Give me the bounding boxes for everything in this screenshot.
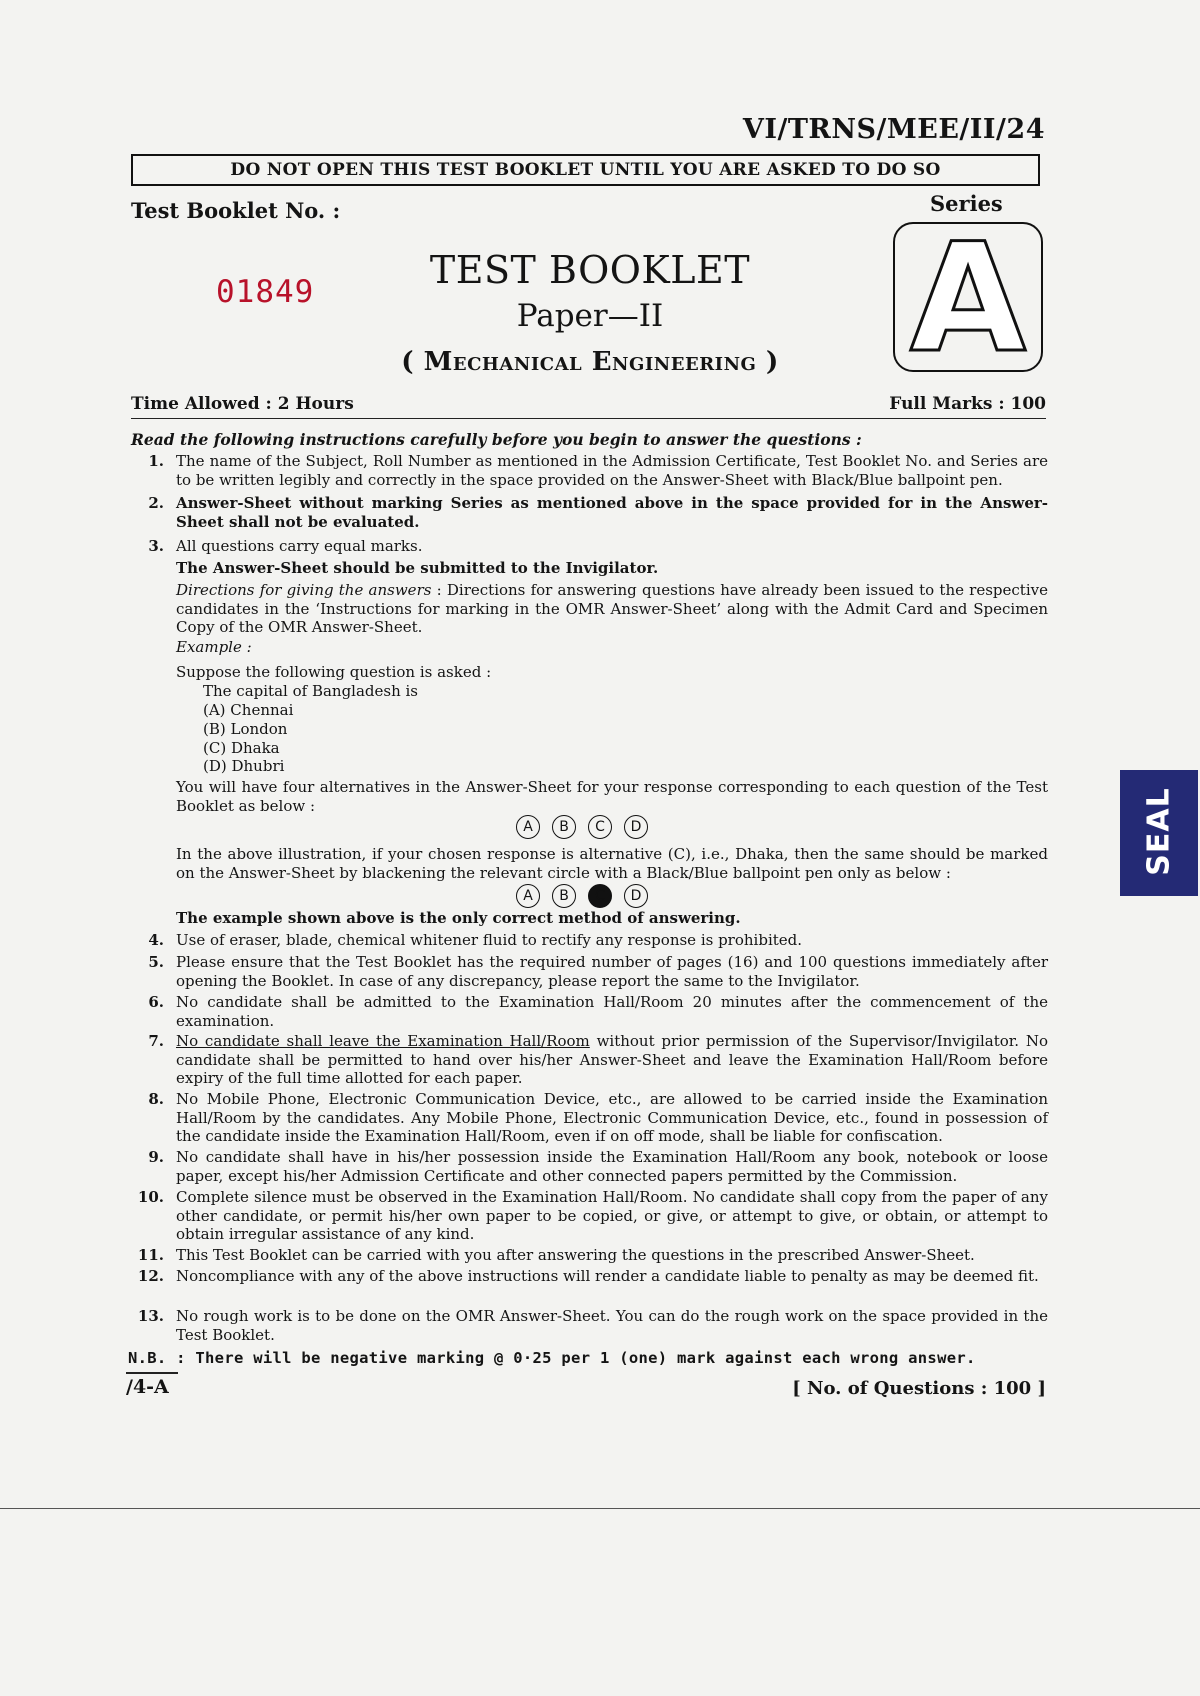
instruction-number: 7. — [148, 1032, 164, 1050]
instruction-number: 8. — [148, 1090, 164, 1108]
answer-bubbles-example — [516, 815, 716, 839]
instruction-text: Please ensure that the Test Booklet has the required number of pages (16) and 100 questions immediately after opening the Booklet. In case of any discrepancy, please report the same to the Invigilator. — [176, 953, 1048, 990]
booklet-number: 01849 — [216, 274, 315, 310]
bubble-d: D — [624, 815, 648, 839]
instruction-text — [176, 1032, 1048, 1088]
instruction-number: 9. — [148, 1148, 164, 1166]
number-of-questions: [ No. of Questions : 100 ] — [792, 1378, 1046, 1399]
paper-label: Paper—II — [516, 298, 664, 334]
instruction-number: 6. — [148, 993, 164, 1011]
instruction-text: No rough work is to be done on the OMR Answer-Sheet. You can do the rough work on the space provided in the Test Booklet. — [176, 1307, 1048, 1344]
instruction-text: This Test Booklet can be carried with you after answering the questions in the prescribed Answer-Sheet. — [176, 1246, 975, 1264]
instruction-number: 1. — [148, 452, 164, 470]
series-label: Series — [930, 191, 1003, 216]
seal-label: SEAL — [1141, 787, 1177, 876]
series-box — [893, 222, 1043, 372]
instruction-text: Use of eraser, blade, chemical whitener fluid to rectify any response is prohibited. — [176, 931, 803, 949]
bubble-c: C — [588, 815, 612, 839]
instruction-rest: without prior permission of the Supervisor/Invigilator. No candidate shall be permitted to hand over his/her Answer-Sheet and leave the Examination Hall/Room before expiry of the full time allotted for each paper. — [176, 1032, 1048, 1087]
warning-banner: DO NOT OPEN THIS TEST BOOKLET UNTIL YOU ARE ASKED TO DO SO — [131, 154, 1040, 186]
bubble-b: B — [552, 815, 576, 839]
read-instructions: Read the following instructions carefully before you begin to answer the questions : — [131, 430, 862, 449]
instruction-text: No candidate shall have in his/her possession inside the Examination Hall/Room any book, notebook or loose paper, except his/her Admission Certificate and other connected papers permitted by the Commission. — [176, 1148, 1048, 1185]
bubble-c-filled: C — [588, 884, 612, 908]
instruction-number: 12. — [137, 1267, 164, 1285]
instruction-text: No candidate shall be admitted to the Examination Hall/Room 20 minutes after the commencement of the examination. — [176, 993, 1048, 1030]
example-option: (A) Chennai — [203, 701, 294, 719]
instruction-number: 2. — [148, 494, 164, 512]
answer-bubbles-marked — [516, 884, 716, 908]
page-title: TEST BOOKLET — [429, 248, 751, 292]
instruction-number: 3. — [148, 537, 164, 555]
instruction-underlined: No candidate shall leave the Examination Hall/Room — [176, 1032, 590, 1050]
only-method-note: The example shown above is the only correct method of answering. — [176, 909, 741, 927]
footer-rule — [126, 1372, 178, 1374]
bubble-d: D — [624, 884, 648, 908]
subject-label: ( Mechanical Engineering ) — [401, 347, 779, 377]
submit-note: The Answer-Sheet should be submitted to the Invigilator. — [176, 559, 659, 577]
bubble-a: A — [516, 884, 540, 908]
seal-tab — [1120, 770, 1198, 896]
instruction-number: 10. — [137, 1188, 164, 1206]
instruction-text: The name of the Subject, Roll Number as mentioned in the Admission Certificate, Test Booklet No. and Series are to be written legibly and correctly in the space provided on the Answer-Sheet with Black/Blue ballpoint pen. — [176, 452, 1048, 489]
directions-text: : Directions for answering questions have already been issued to the respective candidates in the ‘Instructions for marking in the OMR Answer-Sheet’ along with the Admit Card and Specimen Copy of the OMR Answer-Sheet. — [176, 581, 1048, 636]
directions — [176, 581, 1048, 637]
instruction-number: 13. — [137, 1307, 164, 1325]
example-question: The capital of Bangladesh is — [203, 682, 419, 700]
suppose-text: Suppose the following question is asked : — [176, 663, 492, 681]
instruction-text: Noncompliance with any of the above instructions will render a candidate liable to penalty as may be deemed fit. — [176, 1267, 1039, 1285]
directions-label: Directions for giving the answers — [176, 581, 432, 599]
instruction-number: 11. — [137, 1246, 164, 1264]
example-label: Example : — [176, 638, 252, 656]
page-edge-line — [0, 1508, 1200, 1509]
instruction-text: All questions carry equal marks. — [176, 537, 423, 555]
divider — [131, 418, 1046, 419]
full-marks: Full Marks : 100 — [889, 394, 1046, 414]
instruction-text: Complete silence must be observed in the Examination Hall/Room. No candidate shall copy from the paper of any other candidate, or permit his/her own paper to be copied, or give, or attempt to give, or obtain, or attempt to obtain irregular assistance of any kind. — [176, 1188, 1048, 1243]
illustration-text: In the above illustration, if your chosen response is alternative (C), i.e., Dhaka, then the same should be marked on the Answer-Sheet by blackening the relevant circle with a Black/Blue ballpoint pen only as below : — [176, 845, 1048, 882]
bubble-a: A — [516, 815, 540, 839]
alternatives-text: You will have four alternatives in the Answer-Sheet for your response corresponding to each question of the Test Booklet as below : — [176, 778, 1048, 815]
example-option: (C) Dhaka — [203, 739, 280, 757]
negative-marking-note: N.B. : There will be negative marking @ 0·25 per 1 (one) mark against each wrong answer. — [128, 1349, 976, 1367]
example-option: (B) London — [203, 720, 288, 738]
booklet-code: VI/TRNS/MEE/II/24 — [742, 114, 1045, 145]
instruction-text: Answer-Sheet without marking Series as mentioned above in the space provided for in the Answer-Sheet shall not be evaluated. — [176, 494, 1048, 531]
bubble-b: B — [552, 884, 576, 908]
booklet-no-label: Test Booklet No. : — [131, 198, 341, 223]
instruction-number: 4. — [148, 931, 164, 949]
example-option: (D) Dhubri — [203, 757, 285, 775]
series-letter: A — [909, 232, 1027, 364]
instruction-text: No Mobile Phone, Electronic Communication Device, etc., are allowed to be carried inside the Examination Hall/Room by the candidates. Any Mobile Phone, Electronic Communication Device, etc., found in possession of the candidate inside the Examination Hall/Room, even if on off mode, shall be liable for confiscation. — [176, 1090, 1048, 1145]
time-allowed: Time Allowed : 2 Hours — [131, 394, 354, 414]
series-letter-graphic — [907, 232, 1029, 364]
instruction-number: 5. — [148, 953, 164, 971]
page-reference: /4-A — [126, 1376, 169, 1398]
